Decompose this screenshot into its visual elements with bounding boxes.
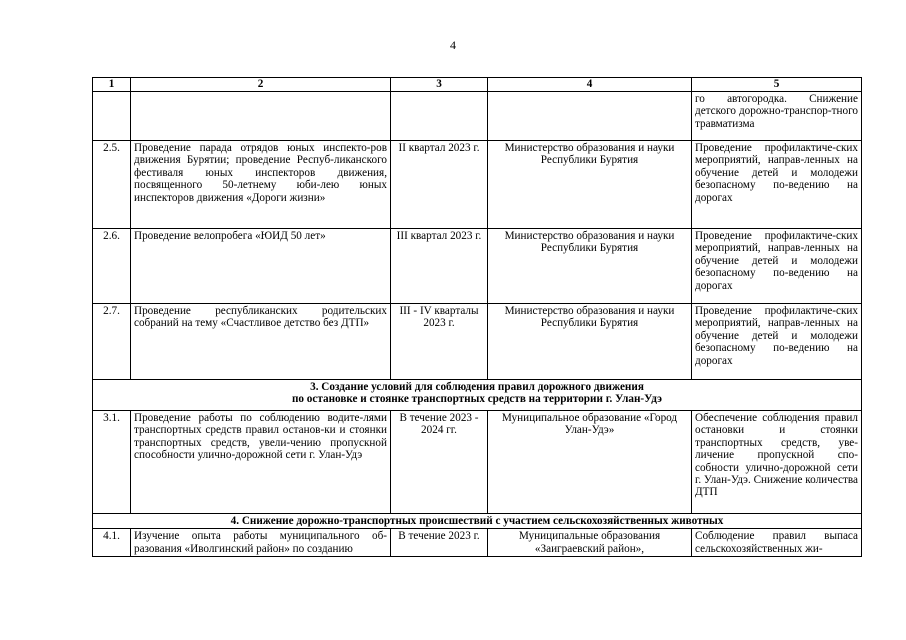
section-heading-row bbox=[93, 380, 862, 411]
period-cell: III квартал 2023 г. bbox=[391, 229, 488, 304]
num-cell: 3.1. bbox=[93, 411, 131, 514]
header-col-2: 2 bbox=[131, 78, 391, 92]
table-row bbox=[93, 304, 862, 380]
header-col-1: 1 bbox=[93, 78, 131, 92]
section-heading-row bbox=[93, 514, 862, 529]
result-cell: Проведение профилактиче-ских мероприятий, направ-ленных на обучение детей и молодежи безопасному по-ведению на дорогах bbox=[692, 229, 862, 304]
table-row bbox=[93, 529, 862, 557]
header-col-5: 5 bbox=[692, 78, 862, 92]
section-heading-line: 3. Создание условий для соблюдения правил дорожного движения bbox=[310, 381, 644, 393]
table-row bbox=[93, 141, 862, 229]
result-cell: Проведение профилактиче-ских мероприятий, направ-ленных на обучение детей и молодежи безопасному по-ведению на дорогах bbox=[692, 141, 862, 229]
table-row bbox=[93, 229, 862, 304]
activity-cell bbox=[131, 92, 391, 141]
num-cell bbox=[93, 92, 131, 141]
result-cell: Обеспечение соблюдения правил остановки и стоянки транспортных средств, уве-личение пропускной спо-собности улично-дорожной сети г. Улан-Удэ. Снижение количества ДТП bbox=[692, 411, 862, 514]
page-number: 4 bbox=[450, 38, 456, 52]
activity-cell: Изучение опыта работы муниципального об-разования «Иволгинский район» по созданию bbox=[131, 529, 391, 557]
period-cell: В течение 2023 г. bbox=[391, 529, 488, 557]
table-row bbox=[93, 411, 862, 514]
section-heading-line: по остановке и стоянке транспортных средств на территории г. Улан-Удэ bbox=[291, 393, 663, 406]
num-cell: 2.7. bbox=[93, 304, 131, 380]
section-heading bbox=[93, 380, 862, 411]
period-cell bbox=[391, 92, 488, 141]
period-cell: II квартал 2023 г. bbox=[391, 141, 488, 229]
executor-cell: Министерство образования и науки Республики Бурятия bbox=[488, 229, 692, 304]
executor-cell bbox=[488, 92, 692, 141]
result-cell: Соблюдение правил выпаса сельскохозяйственных жи- bbox=[692, 529, 862, 557]
executor-cell: Министерство образования и науки Республики Бурятия bbox=[488, 141, 692, 229]
activity-cell: Проведение работы по соблюдению водите-лями транспортных средств правил останов-ки и стоянки транспортных средств, увели-чению пропускной способности улично-дорожной сети г. Улан-Удэ bbox=[131, 411, 391, 514]
result-cell: Проведение профилактиче-ских мероприятий, направ-ленных на обучение детей и молодежи безопасному по-ведению на дорогах bbox=[692, 304, 862, 380]
period-cell: В течение 2023 - 2024 гг. bbox=[391, 411, 488, 514]
executor-cell: Министерство образования и науки Республики Бурятия bbox=[488, 304, 692, 380]
num-cell: 2.6. bbox=[93, 229, 131, 304]
activities-table bbox=[92, 77, 862, 557]
table-row-continuation bbox=[93, 92, 862, 141]
num-cell: 4.1. bbox=[93, 529, 131, 557]
activity-cell: Проведение республиканских родительских собраний на тему «Счастливое детство без ДТП» bbox=[131, 304, 391, 380]
table-header-row bbox=[93, 78, 862, 92]
num-cell: 2.5. bbox=[93, 141, 131, 229]
header-col-3: 3 bbox=[391, 78, 488, 92]
activity-cell: Проведение парада отрядов юных инспекто-ров движения Бурятии; проведение Респуб-ликанского фестиваля юных инспекторов движения, посвященного 50-летнему юби-лею юных инспекторов движения «Дороги жизни» bbox=[131, 141, 391, 229]
executor-cell: Муниципальные образования «Заиграевский район», bbox=[488, 529, 692, 557]
executor-cell: Муниципальное образование «Город Улан-Удэ» bbox=[488, 411, 692, 514]
result-cell: го автогородка. Снижение детского дорожно-транспор-тного травматизма bbox=[692, 92, 862, 141]
section-heading: 4. Снижение дорожно-транспортных происшествий с участием сельскохозяйственных животных bbox=[93, 514, 862, 529]
header-col-4: 4 bbox=[488, 78, 692, 92]
activity-cell: Проведение велопробега «ЮИД 50 лет» bbox=[131, 229, 391, 304]
period-cell: III - IV кварталы 2023 г. bbox=[391, 304, 488, 380]
